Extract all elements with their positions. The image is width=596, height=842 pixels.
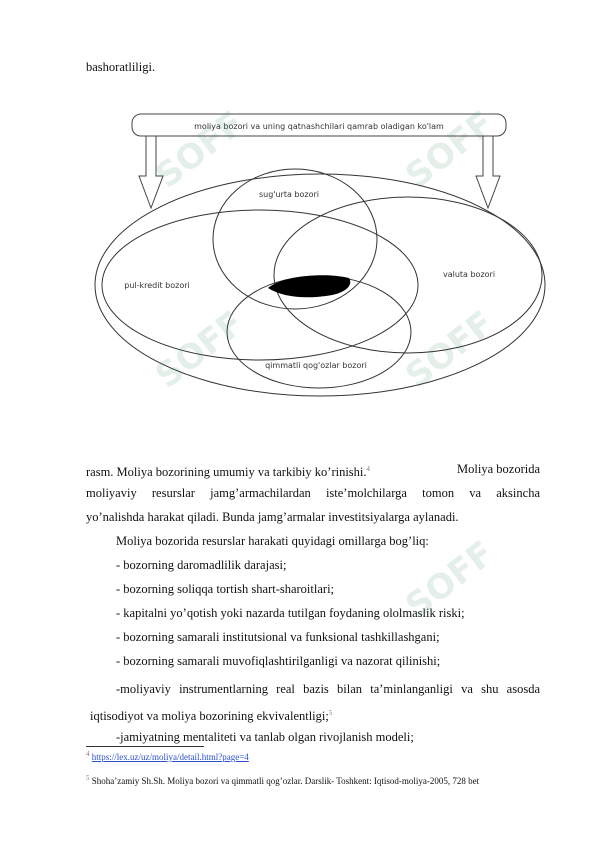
ellipse-valuta: [274, 197, 542, 353]
label-qimmatli: qimmatli qog'ozlar bozori: [265, 361, 367, 370]
footnote-ref-4: 4: [366, 465, 371, 473]
footnote-4: $^4$ https://lex.uz/uz/moliya/detail.html?page=4: [86, 750, 249, 762]
footnote-5-text: Shoha’zamiy Sh.Sh. Moliya bozori va qimmatli qog’ozlar. Darslik- Toshkent: Iqtisod-moliya-2005, 728 bet: [91, 776, 480, 786]
watermark: SOFF: [148, 303, 252, 397]
label-valuta: valuta bozori: [442, 270, 496, 279]
core-intersection: [268, 275, 350, 297]
watermark: SOFF: [148, 103, 252, 197]
moliya-bozori-diagram: [86, 108, 556, 408]
footnote-ref-5: 5: [328, 709, 333, 717]
left-arrow: [139, 136, 163, 208]
list-item: - kapitalni yo’qotish yoki nazarda tutilgan foydaning ololmaslik riski;: [116, 606, 465, 620]
body-line-11: iqtisodiyot va moliya bozorining ekvivalentligi;$^5$: [90, 709, 333, 724]
label-sugurta: sug'urta bozori: [258, 190, 320, 199]
watermark: SOFF: [398, 303, 502, 397]
body-line-3: yo’nalishda harakat qiladi. Bunda jamg’armalar investitsiyalarga aylanadi.: [86, 510, 459, 524]
watermark: SOFF: [398, 533, 502, 627]
label-pul-kredit: pul-kredit bozori: [124, 281, 190, 290]
right-arrow: [476, 136, 500, 208]
caption-tail: Moliya bozorida: [457, 462, 540, 476]
body-line-4: Moliya bozorida resurslar harakati quyidagi omillarga bog’liq:: [116, 534, 429, 548]
watermark: SOFF: [398, 103, 502, 197]
body-line-10: -moliyaviy instrumentlarning real bazis bilan ta’minlanganligi va shu asosda: [116, 682, 540, 696]
list-item: - bozorning samarali muvofiqlashtirilganligi va nazorat qilinishi;: [116, 654, 441, 668]
intro-text: bashoratliligi.: [86, 60, 156, 74]
body-line-12: -jamiyatning mentaliteti va tanlab olgan rivojlanish modeli;: [116, 730, 414, 744]
footnote-4-link[interactable]: https://lex.uz/uz/moliya/detail.html?page=4: [91, 752, 249, 762]
footnote-5: $^5$ Shoha’zamiy Sh.Sh. Moliya bozori va qimmatli qog’ozlar. Darslik- Toshkent: Iqtisod-moliya-2005, 728 bet: [86, 774, 480, 786]
footnote-divider: [86, 746, 204, 747]
figure-caption: rasm. Moliya bozorining umumiy va tarkibiy ko’rinishi.: [86, 465, 367, 480]
banner-label: moliya bozori va uning qatnashchilari qamrab oladigan ko'lam: [194, 122, 444, 131]
list-item: - bozorning daromadlilik darajasi;: [116, 558, 287, 572]
list-item: - bozorning soliqqa tortish shart-sharoitlari;: [116, 582, 335, 596]
body-line-2: moliyaviy resurslar jamg’armachilardan iste’molchilarga tomon va aksincha: [86, 486, 540, 500]
list-item: - bozorning samarali institutsional va funksional tashkillashgani;: [116, 630, 440, 644]
